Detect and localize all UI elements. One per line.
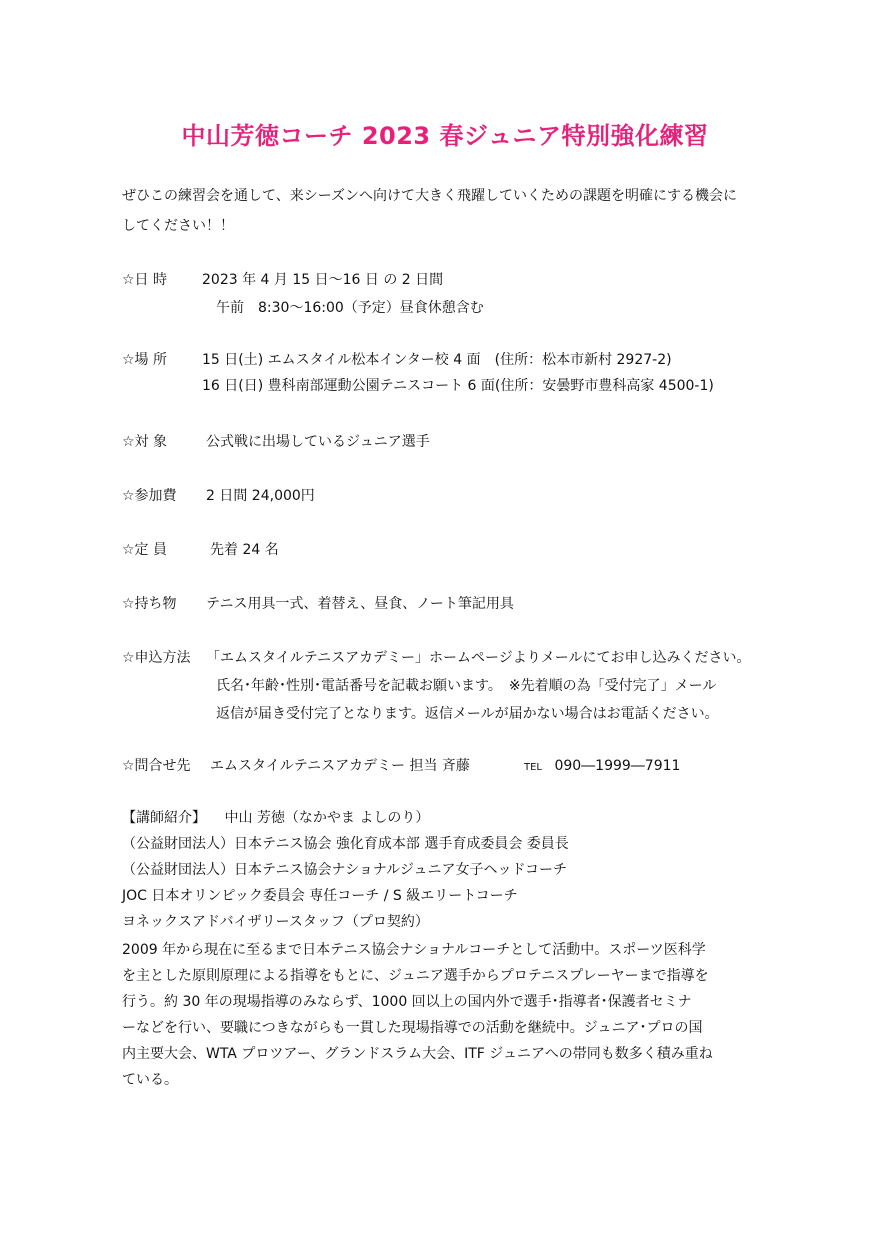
- intro-line-2: してください！！: [122, 218, 234, 234]
- target-value: 公式戦に出場しているジュニア選手: [206, 434, 430, 450]
- bio-text-6: ている。: [122, 1072, 178, 1088]
- contact-org: エムスタイルテニスアカデミー 担当 斉藤: [210, 758, 470, 774]
- bio-text-4: ーなどを行い、要職につきながらも一貫した現場指導での活動を継続中。ジュニア･プロの国: [122, 1020, 703, 1036]
- bio-text-5: 内主要大会、WTA プロツアー、グランドスラム大会、ITF ジュニアへの帯同も数多く積み重ね: [122, 1046, 713, 1062]
- fee-value: 2 日間 24,000円: [206, 488, 315, 504]
- capacity-label: ☆定 員: [122, 542, 168, 558]
- target-label: ☆対 象: [122, 434, 168, 450]
- venue-day2: 16 日(日) 豊科南部運動公園テニスコート 6 面(住所：安曇野市豊科高家 4500-1): [202, 378, 714, 394]
- contact-tel-row: [524, 756, 680, 778]
- fee-label: ☆参加費: [122, 488, 177, 504]
- schedule-date: 2023 年 4 月 15 日～16 日 の 2 日間: [202, 272, 444, 288]
- apply-line-2: 氏名･年齢･性別･電話番号を記載お願います。 ※先着順の為「受付完了」メール: [216, 678, 717, 694]
- bio-role-2: （公益財団法人）日本テニス協会ナショナルジュニア女子ヘッドコーチ: [122, 862, 567, 878]
- capacity-value: 先着 24 名: [210, 542, 279, 558]
- venue-day1: 15 日(土) エムスタイル松本インター校 4 面 (住所：松本市新村 2927-2): [202, 352, 672, 368]
- intro-line-1: ぜひこの練習会を通して、来シーズンへ向けて大きく飛躍していくための課題を明確にする機会に: [122, 188, 738, 204]
- schedule-label: ☆日 時: [122, 272, 168, 288]
- venue-label: ☆場 所: [122, 352, 168, 368]
- bio-role-4: ヨネックスアドバイザリースタッフ（プロ契約）: [122, 914, 429, 930]
- bio-role-3: JOC 日本オリンピック委員会 専任コーチ / S 級エリートコーチ: [122, 888, 518, 904]
- apply-label: ☆申込方法: [122, 650, 191, 666]
- bio-heading-row: [122, 808, 429, 828]
- apply-line-3: 返信が届き受付完了となります。返信メールが届かない場合はお電話ください。: [216, 706, 719, 722]
- page-title: 中山芳徳コーチ 2023 春ジュニア特別強化練習: [181, 122, 709, 150]
- contact-tel: 090―1999―7911: [554, 758, 681, 774]
- apply-line-1: 「エムスタイルテニスアカデミー」ホームページよりメールにてお申し込みください。: [206, 650, 751, 666]
- schedule-time: 午前 8:30～16:00（予定）昼食休憩含む: [216, 300, 484, 316]
- contact-label: ☆問合せ先: [122, 758, 191, 774]
- tel-mark: TEL: [524, 762, 542, 773]
- bio-text-1: 2009 年から現在に至るまで日本テニス協会ナショナルコーチとして活動中。スポーツ医科学: [122, 942, 706, 958]
- bio-text-2: を主とした原則原理による指導をもとに、ジュニア選手からプロテニスプレーヤーまで指導を: [122, 968, 709, 984]
- bio-name: 中山 芳徳（なかやま よしのり）: [224, 810, 430, 826]
- bio-heading: 【講師紹介】: [122, 810, 206, 826]
- bio-role-1: （公益財団法人）日本テニス協会 強化育成本部 選手育成委員会 委員長: [122, 836, 569, 852]
- bio-text-3: 行う。約 30 年の現場指導のみならず、1000 回以上の国内外で選手･指導者･保護者セミナ: [122, 994, 692, 1010]
- items-label: ☆持ち物: [122, 596, 177, 612]
- items-value: テニス用具一式、着替え、昼食、ノート筆記用具: [206, 596, 514, 612]
